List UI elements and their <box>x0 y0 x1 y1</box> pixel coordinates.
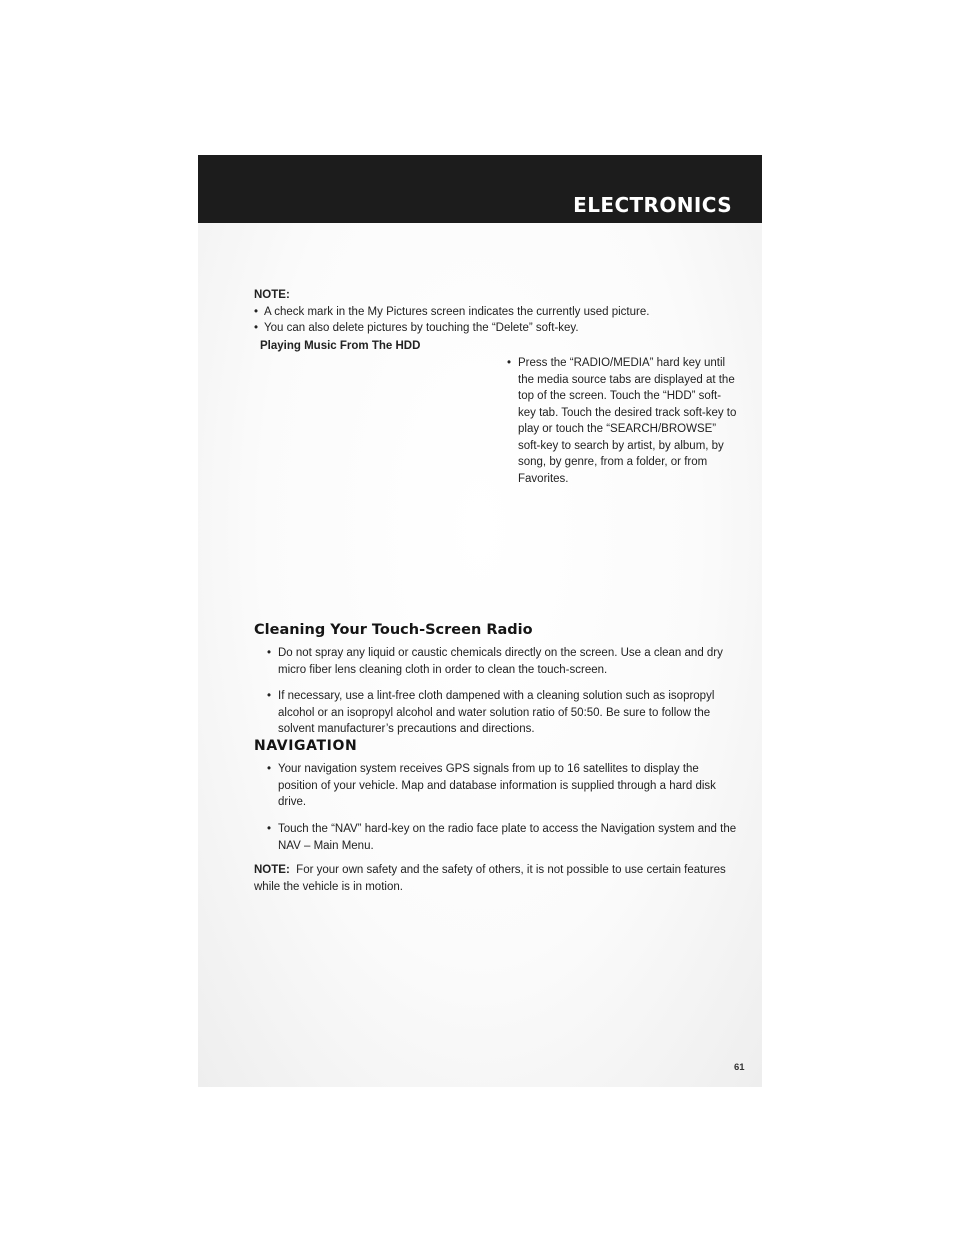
cleaning-bullet-text: Do not spray any liquid or caustic chemicals directly on the screen. Use a clean and dry micro fiber lens cleaning cloth in order to clean the touch-screen. <box>278 647 723 676</box>
hdd-bullet-text: Press the “RADIO/MEDIA” hard key until the media source tabs are displayed at the top of the screen. Touch the “HDD” soft-key tab. Touch the desired track soft-key to play or touch the “SEARCH/BROWSE” soft-key to search by artist, by album, by song, by genre, from a folder, or from Favorites. <box>518 357 737 485</box>
cleaning-bullet <box>267 645 737 678</box>
bullet-icon: • <box>254 305 259 318</box>
cleaning-heading: Cleaning Your Touch-Screen Radio <box>254 622 533 638</box>
note-bullet <box>254 320 734 337</box>
cleaning-bullet <box>267 688 737 738</box>
hdd-bullet <box>507 355 737 487</box>
bullet-icon: • <box>507 357 512 369</box>
page-number: 61 <box>734 1062 745 1073</box>
note-block <box>254 287 734 337</box>
note-bullet-text: You can also delete pictures by touching the “Delete” soft-key. <box>264 322 579 334</box>
note-bullet <box>254 304 734 321</box>
section-title: ELECTRONICS <box>573 193 732 217</box>
navigation-bullet-text: Your navigation system receives GPS signals from up to 16 satellites to display the position of your vehicle. Map and database information is supplied through a hard disk drive. <box>278 763 716 808</box>
navigation-heading: NAVIGATION <box>254 738 358 754</box>
note-bullet-text: A check mark in the My Pictures screen indicates the currently used picture. <box>264 305 650 318</box>
bullet-icon: • <box>267 690 272 702</box>
bullet-icon: • <box>267 647 272 659</box>
cleaning-bullet-text: If necessary, use a lint-free cloth dampened with a cleaning solution such as isopropyl alcohol or an isopropyl alcohol and water solution ratio of 50:50. Be sure to follow the solvent manufacturer’s precautions and directions. <box>278 690 715 735</box>
bullet-icon: • <box>267 823 272 835</box>
note-label: NOTE: <box>254 864 290 876</box>
manual-page <box>198 155 762 1087</box>
note-label: NOTE: <box>254 289 290 301</box>
navigation-bullet-text: Touch the “NAV” hard-key on the radio face plate to access the Navigation system and the NAV – Main Menu. <box>278 823 737 852</box>
navigation-note <box>254 862 738 895</box>
section-header-bar <box>198 155 762 223</box>
navigation-bullet <box>267 761 737 811</box>
navigation-bullet <box>267 821 737 854</box>
hdd-subheading: Playing Music From The HDD <box>260 340 421 352</box>
bullet-icon: • <box>267 763 272 775</box>
bullet-icon: • <box>254 322 259 334</box>
navigation-note-text: For your own safety and the safety of others, it is not possible to use certain features while the vehicle is in motion. <box>254 864 726 893</box>
